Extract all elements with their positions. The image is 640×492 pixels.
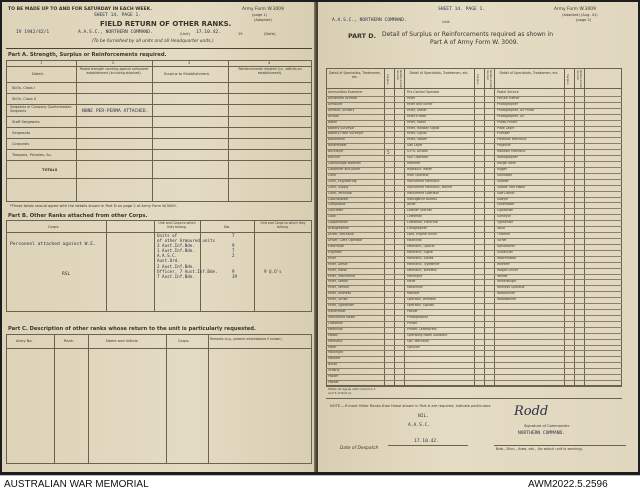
part-d-item: Mason [328,332,339,337]
part-d-item: Artisan [328,113,339,118]
part-d-row-line [326,214,622,215]
part-d-item: Clerk, Engineering [328,178,357,183]
part-d-row-line [326,362,622,363]
part-d-row-line [326,179,622,180]
signature-typed: NORTHERN COMMAND. [518,431,566,436]
part-d-item: Photographer, Air [497,113,525,118]
part-c-header-army-no: Army No. [16,339,33,343]
part-d-item: Photographer, Air Photo [497,107,535,112]
archive-footer [0,475,640,492]
part-d-row-line [326,285,622,286]
part-d-item: Surveyor [497,214,511,219]
part-d-item: Bricklayer [328,149,344,154]
part-a-col-4: 4 [268,61,271,65]
part-d-row-line [326,380,622,381]
part-d-row-line [326,291,622,292]
part-d-item: Fitter, Motor [328,267,347,272]
part-d-item: Signalman [497,208,514,213]
part-d-item: Baker [328,119,337,124]
part-d-item: Turner [497,238,507,242]
part-d-row-line [326,279,622,280]
part-d-item: Orderly [328,368,340,373]
date-of-despatch-typed: 17.10.42. [414,439,439,444]
part-d-row-line [326,345,622,346]
page-number: (page 2) [576,18,592,22]
signature-label: Signature of Commander. [524,424,571,428]
date-label: (Date). [264,32,277,36]
part-d-item: Concreter [328,208,344,213]
part-d-item: Hydraulic Tester [407,166,432,171]
part-d-item: Compositor [328,202,346,207]
part-d-row-line [326,149,622,150]
part-a-header-detail: Detail. [32,72,44,76]
part-d-row-line [326,143,622,144]
part-a-title: Part A. Strength, Surplus or Reinforcements required. [8,52,167,58]
part-d-row-line [326,197,622,198]
part-d-item: Pastel Service [497,90,519,94]
part-d-row-line [326,238,622,239]
part-a-row: W.Os. Class I [12,86,35,90]
part-d-item: Blacksmith [328,137,346,142]
part-d-item: Leather Stitcher [407,208,432,213]
part-d-item: Clerk [328,172,336,177]
part-d-item: Coppersmith [328,220,348,225]
part-d-mark: 5 [387,151,390,156]
part-d-row-line [326,202,622,203]
part-d-item: Plate Layer [497,125,515,130]
part-c-header-remarks: Remarks (e.g., present whereabouts if known). [210,337,283,341]
part-d-item: Artificer, Artillery [328,107,355,112]
part-d-row-line [326,120,622,121]
part-d-item: Mechanic [328,338,343,343]
part-d-item: Picture Framer [497,95,520,100]
part-d-row-line [326,108,622,109]
reference-number: IV 1942/42/1 [16,30,50,35]
part-d-item: Ammunition Examiner [328,90,363,94]
part-d-item: Motorman [407,285,423,290]
part-d-item: Photographer [497,101,519,106]
unit-typed: A.A.S.C., NORTHERN COMMAND. [78,30,153,35]
part-a-header-reinf: Reinforcements required (i.e., deficits on establishment). [238,67,302,75]
part-d-item: Armament Artificer [328,95,358,100]
part-d-item: Boilermaker [328,143,347,148]
part-d-item: Packer [328,374,339,379]
part-d-row-line [326,173,622,174]
part-d-item: Linesman [407,214,422,219]
part-d-item: Fitter, Typewriter [328,303,355,308]
part-d-item: Camouflage Modeller [328,161,361,166]
archive-name: AUSTRALIAN WAR MEMORIAL [4,479,149,490]
part-d-item: Electrician [328,243,345,248]
part-d-item: Linesman, Electrical [407,220,439,225]
part-a-typed-note: NONE PER-PERMA ATTACHED. [82,109,149,114]
part-d-item: Upholsterer [497,243,516,248]
part-d-item: Linesman [328,320,343,325]
part-d-item: Nurse [328,362,338,367]
part-a-col-3: 3 [188,61,191,65]
part-d-row-line [326,303,622,304]
part-d-row-line [326,350,622,351]
part-d-item: Printer, Letterpress [407,326,437,331]
part-d-row-line [326,268,622,269]
part-d-item: Engineer [328,249,342,254]
part-d-item: Operator, Signals [407,303,434,308]
part-a-footnote: *These totals should agree with the details shown in Part D on page 2 of Army Form W.3009. [10,204,177,208]
part-d-item: Radiographer [497,155,518,160]
part-d-item: Clerk, Supply [328,184,349,189]
part-d-item: Sawyer [497,196,509,201]
part-d-item: Projector [497,143,511,148]
part-d-item: Shoemaker [497,202,515,207]
part-d-item: Fitter and Turner [407,101,433,106]
part-d-row-line [326,96,622,97]
part-b-header-unit: Unit and Corps to which they belong. [158,221,196,229]
part-d-item: Instrument Maker [328,314,356,319]
part-a-header-posted: Posted strength counting against authorized establishment (including attached). [79,67,149,75]
part-d-item: Plumber [497,131,510,136]
part-d-item: Fitter, Steam [328,279,348,284]
part-d-item: Fitter, Signal [407,131,427,136]
part-d-item: Saddle Tree Maker [497,184,526,189]
right-page [318,2,638,472]
left-page [2,2,316,472]
totals-note: Totals (to agree with Columns 3 and 4 of Part A) [328,387,376,395]
part-d-item: Tailor [497,226,506,231]
part-b-typed-line: Personnel attached against W.E. [10,242,96,247]
part-d-item: Mechanic, Optical [407,243,435,248]
part-a-row: Sergeants [12,131,31,135]
part-d-row-line [326,262,622,263]
part-d-item: Hammer [407,161,421,166]
part-d-item: Fire Control Operator [407,90,440,94]
part-d-row-line [326,220,622,221]
part-d-row-line [326,191,622,192]
part-d-col-header-surplus: Surplus [476,74,481,85]
part-d-item: Fitter, Motor [407,119,426,124]
part-d-item: Printer [407,320,418,325]
part-d-col-header-reinf: Reinforcements required [486,70,492,89]
part-d-item: Optician [407,344,420,349]
part-d-item: Moulder [407,291,420,296]
fill-in-typed: NIL. [418,414,430,419]
part-d-subtitle-2: Part A of Army Form W. 3009. [430,39,519,46]
part-d-item: Driver, Mechanic [328,232,355,237]
part-d-row-line [326,327,622,328]
part-d-item: Miller [328,344,337,349]
part-d-col-header-detail: Detail of Specialists, Tradesmen, etc. [499,71,559,75]
part-d-item: Fitter, Steam [407,137,427,142]
part-d-row-line [326,185,622,186]
part-d-item: Loco. Engine Driver [407,232,438,237]
part-d-col-header-surplus: Surplus [566,74,571,85]
part-d-item: Machinist [407,238,422,242]
unit-label: (Unit) [180,32,191,36]
part-d-item: Mechanic, Stores [407,255,434,260]
part-b-header-unit-2: Unit and Corps to which they belong. [260,221,306,229]
part-d-row-line [326,167,622,168]
part-d-row-line [326,232,622,233]
part-d-col-header-reinf: Reinforcements required [396,70,402,89]
part-d-row-line [326,137,622,138]
part-d-item: Millwright [407,273,423,278]
part-b-col2: Units of of other Armoured units 3 Aust.Inf.Bde. 1 Aust.Inf.Bde. A.A.S.C. Aust.Ord. 2 Aust.Inf.Bde. Officer. 7 Aust.Inf.Bde. 7 Aust.Inf.Bde. [157,233,218,279]
part-d-item: Operator, Wireless [407,297,436,302]
part-c-header-rank: Rank. [64,339,75,343]
part-d-item: Typewriter [497,220,514,225]
part-a-row: W.Os. Class II [12,97,36,101]
part-d-item: Sailmaker [497,172,513,177]
signature: Rodd [514,404,549,419]
part-d-item: Coachbuilder [328,196,349,201]
part-d-item: Butcher [328,155,341,160]
note-line: NOTE.—If more Other Ranks than those shown in Part A are required, indicate particulars. [330,404,492,408]
part-d-col-header-detail: Detail of Specialists, Tradesmen, etc. [329,71,381,79]
part-d-item: Machinist [328,326,343,331]
part-d-item: Wagon Driver [497,267,519,272]
part-d-row-line [326,321,622,322]
part-d-item: Fitter [328,255,337,260]
part-d-row-line [326,356,622,357]
part-d-row-line [326,274,622,275]
part-d-col-header-reinf: Reinforcements required [576,70,582,89]
part-d-item: Watchmaker [497,255,517,260]
typed-sheet-header: SHEET 14. PAGE 1. [94,13,142,18]
part-d-row-line [326,114,622,115]
part-d-item: Saw Doctor [497,190,515,195]
unit-typed: A.A.S.C., NORTHERN COMMAND. [332,18,407,23]
part-b-typed-line: RSL [62,272,71,277]
top-note: TO BE MADE UP TO AND FOR SATURDAY IN EACH WEEK. [8,7,152,12]
part-a-header-surplus: Surplus to Establishment. [164,72,211,76]
part-b-header-corps: Corps. [48,225,60,229]
part-d-item: Millwright [328,350,344,355]
part-d-row-line [326,250,622,251]
part-d-item: Woodturner [497,291,516,296]
archive-id: AWM2022.5.2596 [528,479,608,490]
part-d-row-line [326,339,622,340]
part-d-item: Opt. Mechanic [407,338,430,343]
part-d-item: Woodworker [497,297,517,302]
part-c-header-corps: Corps. [178,339,190,343]
part-d-row-line [326,161,622,162]
page-number: (page 1) [252,13,268,17]
part-d-row-line [326,309,622,310]
part-d-title: PART D. [348,32,376,40]
form-title: FIELD RETURN OF OTHER RANKS. [100,20,232,28]
part-d-item: Rigger [497,166,508,171]
part-d-item: Clerk, Technical [328,190,353,195]
part-d-item: Photographer [407,314,429,319]
part-b-col4: 9 Q.O's [264,268,282,274]
part-d-row-line [326,315,622,316]
part-d-item: Battery Surveyor [328,125,355,130]
part-d-item: Mechanic, Wireless [407,267,437,272]
part-d-row-line [326,155,622,156]
part-d-item: Welder [497,273,508,278]
part-d-item: Painter [407,309,418,314]
date-prefix: 19 [238,32,243,36]
part-d-row-line [326,297,622,298]
part-b-title: Part B. Other Ranks attached from other Corps. [8,213,148,219]
part-d-item: Vulcanizer [497,249,513,254]
part-d-col-header-surplus: Surplus [386,74,391,85]
part-d-item: Fitter, Wireless [328,291,351,296]
part-d-item: Cook [328,214,336,219]
part-d-item: Operating Room Assistant [407,332,448,337]
part-d-item: Joiner [407,202,416,207]
part-b-col3: 7 9 7 2 9 39 [232,233,238,279]
part-a-col-1: 1 [40,61,43,65]
part-d-item: Saddler [497,178,509,183]
part-d-item: Instrument Mechanic, Marine [407,184,453,189]
part-d-item: Fitter, Vehicle [328,285,350,290]
part-d-item: Mechanic, Typewriter [407,261,440,266]
part-c-header-name: Name and Initials. [106,339,139,343]
adapted-note: (Adapted) (Aug. 41) [562,13,598,17]
bottom-label: Bde., Divn., Area, etc., (to which unit is serving). [496,447,584,451]
part-d-item: Lithographer [407,226,427,231]
part-a-row: Corporals [12,142,30,146]
part-d-row-line [326,368,622,369]
part-d-item: Draughtsman [328,226,350,231]
part-d-item: Painter [328,380,339,385]
part-d-item: Hairdresser [328,309,346,314]
part-a-row: Sergeants or Company Quartermaster-Sergeants [10,105,73,113]
part-a-row: Staff Sergeants [12,120,40,124]
part-d-row-line [326,244,622,245]
part-b-header-no: No. [224,225,230,229]
part-d-item: Predictor Mechanic [497,137,527,142]
part-d-item: Wireless Operator [497,285,525,290]
date-typed: 17.10.42. [196,30,221,35]
unit-typed-bottom: A.A.S.C. [408,423,431,428]
part-d-item: Miner [407,279,416,284]
part-d-item: Armourer [328,101,343,106]
part-d-item: Fitter, Instrument [328,273,356,278]
part-d-col-header-detail: Detail of Specialists, Tradesmen, etc. [409,71,469,75]
form-number: Army Form W.3009 [554,7,596,12]
part-d-item: Fitter, Turner [328,297,348,302]
part-d-row-line [326,256,622,257]
part-d-item: Tinsmith [497,232,511,237]
part-d-item: Intelligence Bureau [407,196,438,201]
part-d-item: Fitter, Diesel [328,261,348,266]
part-d-item: Battery Fitter Surveyor [328,131,364,136]
part-d-item: Wheelwright [497,279,517,284]
part-d-item: Instrument Mechanic [407,178,440,183]
part-d-row-line [326,131,622,132]
part-d-item: Radiator Mechanic [497,149,526,154]
part-c-title: Part C. Description of other ranks whose return to the unit is particularly requested. [8,326,256,332]
part-d-item: Moulder [328,356,341,361]
part-d-item: Mechanic, Signal [407,249,434,254]
part-d-item: Gas Layer [407,143,423,148]
adapted-note: (Adapted) [254,18,272,22]
unit-label: Unit. [442,20,451,24]
part-d-item: Range Taker [497,161,516,166]
part-a-row-totals: TOTALS [42,168,58,172]
part-d-item: Instrument Operator [407,190,439,195]
part-d-row-line [326,374,622,375]
part-d-item: Gun Operator [407,155,429,160]
part-d-row-line [326,333,622,334]
part-d-item: Fitter [407,95,416,100]
part-d-row-line [326,208,622,209]
furnish-note: (To be furnished by all units and all Headquarter units.) [92,39,214,44]
part-d-row-line [326,226,622,227]
part-d-row-line [326,102,622,103]
part-d-item: Driver, Clerk Operator [328,238,363,242]
part-d-item: Fitter, Railway Signal [407,125,440,130]
part-c-table [6,334,312,464]
part-d-item: Hole Operator [407,172,429,177]
part-a-col-2: 2 [112,61,115,65]
part-d-item: Photo-Printer [497,119,518,124]
part-a-row: Troopers, Privates, &c. [12,153,53,157]
part-d-item: Wheeler [497,261,510,266]
part-d-row-line [326,126,622,127]
part-d-item: Fitter, Diesel [407,107,427,112]
part-d-item: Carpenter and Joiner [328,166,361,171]
part-d-subtitle: Detail of Surplus or Reinforcements required as shown in [382,31,554,38]
typed-sheet-header: SHEET 14. PAGE 1. [438,7,486,12]
part-d-item: Fitter's Mate [407,113,427,118]
form-number: Army Form W.3009 [242,7,284,12]
part-d-item: G.P.O. Artisan [407,149,428,154]
date-of-despatch-label: Date of Despatch [340,446,379,451]
